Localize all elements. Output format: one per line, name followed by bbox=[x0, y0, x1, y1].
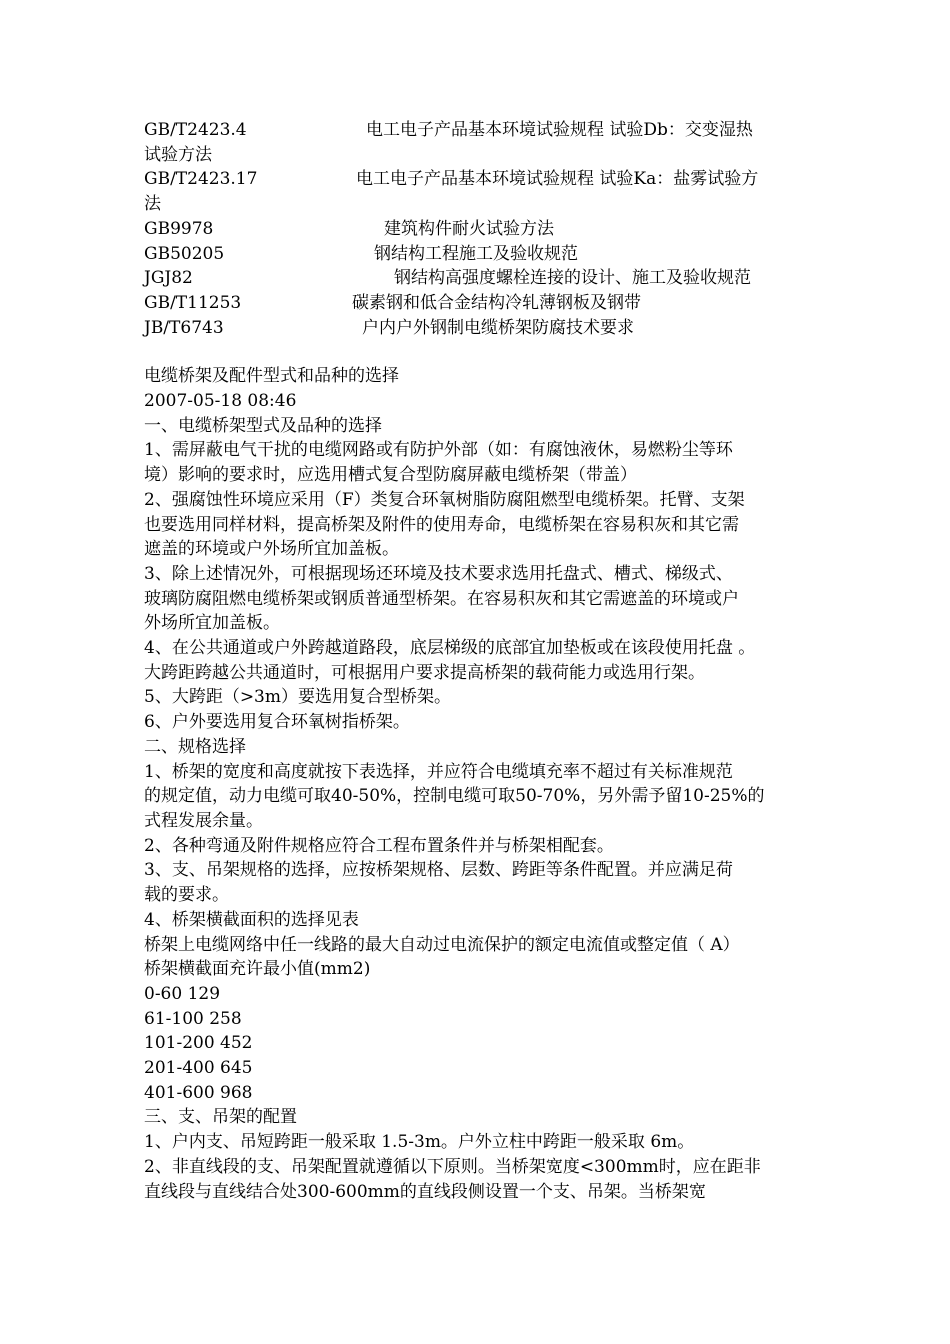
body-line: 大跨距跨越公共通道时，可根据用户要求提高桥架的载荷能力或选用行架。 bbox=[144, 662, 705, 683]
body-line: 1、户内支、吊短跨距一般采取 1.5-3m。户外立柱中跨距一般采取 6m。 bbox=[144, 1132, 695, 1153]
body-line: 的规定值，动力电缆可取40-50%，控制电缆可取50-70%，另外需予留10-25%的 bbox=[144, 786, 765, 807]
body-line: 2、各种弯通及附件规格应符合工程布置条件并与桥架相配套。 bbox=[144, 835, 614, 856]
standard-title-continuation: 试验方法 bbox=[144, 144, 212, 165]
body-line: 式程发展余量。 bbox=[144, 810, 263, 831]
body-line: 3、除上述情况外，可根据现场还环境及技术要求选用托盘式、槽式、梯级式、 bbox=[144, 563, 733, 584]
body-line: 遮盖的环境或户外场所宜加盖板。 bbox=[144, 539, 399, 560]
standard-code: GB/T11253 bbox=[144, 292, 242, 313]
document-page bbox=[144, 118, 814, 1204]
section-gap bbox=[144, 340, 814, 364]
standard-row-0 bbox=[144, 118, 814, 143]
standard-code: GB9978 bbox=[144, 218, 214, 239]
body-line: 2、非直线段的支、吊架配置就遵循以下原则。当桥架宽度<300mm时，应在距非 bbox=[144, 1156, 761, 1177]
body-line: 三、支、吊架的配置 bbox=[144, 1107, 297, 1128]
table-row: 401-600 968 bbox=[144, 1082, 253, 1103]
standard-code: GB/T2423.17 bbox=[144, 169, 258, 190]
standard-row-6 bbox=[144, 316, 814, 341]
body-line: 二、规格选择 bbox=[144, 736, 246, 757]
body-line: 1、桥架的宽度和高度就按下表选择，并应符合电缆填充率不超过有关标准规范 bbox=[144, 761, 733, 782]
standard-code: JGJ82 bbox=[144, 268, 193, 289]
standard-code: GB/T2423.4 bbox=[144, 120, 247, 140]
article-date: 2007-05-18 08:46 bbox=[144, 391, 297, 412]
body-line: 4、在公共通道或户外跨越道路段，底层梯级的底部宜加垫板或在该段使用托盘 。 bbox=[144, 638, 756, 659]
article-title: 电缆桥架及配件型式和品种的选择 bbox=[144, 366, 399, 387]
body-line: 直线段与直线结合处300-600mm的直线段侧设置一个支、吊架。当桥架宽 bbox=[144, 1181, 706, 1202]
standard-title-continuation: 法 bbox=[144, 194, 161, 215]
body-line: 3、支、吊架规格的选择，应按桥架规格、层数、跨距等条件配置。并应满足荷 bbox=[144, 860, 733, 881]
standard-title: 建筑构件耐火试验方法 bbox=[384, 218, 554, 239]
table-row: 0-60 129 bbox=[144, 983, 221, 1004]
standard-title: 碳素钢和低合金结构冷轧薄钢板及钢带 bbox=[352, 292, 641, 313]
body-line: 桥架上电缆网络中任一线路的最大自动过电流保护的额定电流值或整定值（ A） bbox=[144, 934, 740, 955]
article-body bbox=[144, 414, 814, 1205]
standard-row-1 bbox=[144, 167, 814, 192]
body-line: 6、户外要选用复合环氧树指桥架。 bbox=[144, 712, 410, 733]
body-line: 桥架横截面充许最小值(mm2) bbox=[144, 959, 371, 980]
body-line: 4、桥架横截面积的选择见表 bbox=[144, 909, 359, 930]
standard-title: 户内户外钢制电缆桥架防腐技术要求 bbox=[362, 317, 634, 338]
body-line: 1、需屏蔽电气干扰的电缆网路或有防护外部（如：有腐蚀液休，易燃粉尘等环 bbox=[144, 440, 733, 461]
standard-title: 电工电子产品基本环境试验规程 试验Db：交变湿热 bbox=[366, 120, 753, 140]
body-line: 玻璃防腐阻燃电缆桥架或钢质普通型桥架。在容易积灰和其它需遮盖的环境或户 bbox=[144, 588, 739, 609]
body-line: 也要选用同样材料，提高桥架及附件的使用寿命，电缆桥架在容易积灰和其它需 bbox=[144, 514, 739, 535]
body-line: 载的要求。 bbox=[144, 885, 229, 906]
body-line: 境）影响的要求时，应选用槽式复合型防腐屏蔽电缆桥架（带盖） bbox=[144, 465, 637, 486]
body-line: 一、电缆桥架型式及品种的选择 bbox=[144, 415, 382, 436]
standard-row-4 bbox=[144, 266, 814, 291]
standard-title: 钢结构工程施工及验收规范 bbox=[374, 243, 578, 264]
body-line: 外场所宜加盖板。 bbox=[144, 613, 280, 634]
table-row: 61-100 258 bbox=[144, 1008, 242, 1029]
standard-code: JB/T6743 bbox=[144, 317, 224, 338]
standard-title: 电工电子产品基本环境试验规程 试验Ka：盐雾试验方 bbox=[356, 169, 759, 190]
table-row: 201-400 645 bbox=[144, 1058, 253, 1079]
body-line: 2、强腐蚀性环境应采用（F）类复合环氧树脂防腐阻燃型电缆桥架。托臂、支架 bbox=[144, 489, 745, 510]
standard-code: GB50205 bbox=[144, 243, 225, 264]
table-row: 101-200 452 bbox=[144, 1033, 253, 1054]
standard-row-5 bbox=[144, 291, 814, 316]
standard-title: 钢结构高强度螺栓连接的设计、施工及验收规范 bbox=[394, 268, 751, 289]
standard-row-3 bbox=[144, 242, 814, 267]
standard-row-2 bbox=[144, 217, 814, 242]
body-line: 5、大跨距（>3m）要选用复合型桥架。 bbox=[144, 687, 451, 708]
